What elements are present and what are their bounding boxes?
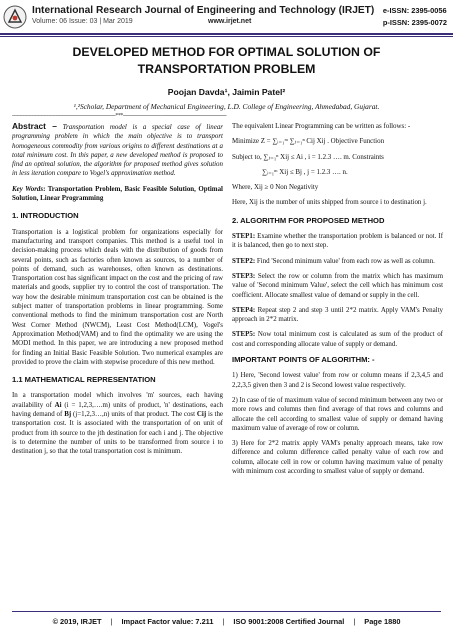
step-item	[232, 257, 443, 266]
math-text-6: th destination for each i and j. The objective is to determine the number of units to be transformed from source i to destination j, so that the total transportation cost is minimum.	[12, 428, 224, 456]
irjet-logo-icon	[3, 5, 27, 29]
step-item	[232, 330, 443, 349]
step-label: STEP2:	[232, 256, 256, 265]
footer-page: Page 1880	[364, 617, 401, 626]
steps-list	[232, 232, 443, 349]
minimize-equation: Minimize Z = ∑ᵢ₌₁ᵐ ∑ⱼ₌₁ⁿ Cij Xij . Objective Function	[232, 137, 385, 146]
footer-copyright: © 2019, IRJET	[52, 617, 102, 626]
math-heading: 1.1 MATHEMATICAL REPRESENTATION	[12, 375, 156, 385]
step-label: STEP3:	[232, 271, 256, 280]
math-ai: Ai	[54, 400, 62, 409]
step-label: STEP1:	[232, 232, 256, 241]
footer-iso: ISO 9001:2008 Certified Journal	[233, 617, 345, 626]
paper-affiliation: ¹,²Scholar, Department of Mechanical Engineering, L.D. College of Engineering, Ahmedabad, Gujarat.	[73, 102, 380, 111]
paper-title: DEVELOPED METHOD FOR OPTIMAL SOLUTION OF TRANSPORTATION PROBLEM	[72, 45, 381, 76]
step-label: STEP4:	[232, 305, 256, 314]
journal-header	[0, 0, 453, 33]
math-cij: Cij	[196, 410, 207, 419]
point-item: 2) In case of tie of maximum value of second minimum between any two or more rows and columns then find average of that rows and columns and allocate the cell according to smallest value of supply or demand having maximum value of average of row or column.	[232, 395, 443, 432]
non-negativity: Where, Xij ≥ 0 Non Negativity	[232, 183, 319, 192]
journal-volume-issue: Volume: 06 Issue: 03 | Mar 2019	[32, 18, 133, 25]
step-text: Select the row or column from the matrix which has maximum value of 'Second minimum Value', select the cell which has minimum cost coefficient. Allocate smallest value of demand or supply in the cell.	[232, 271, 443, 299]
page-footer	[0, 617, 453, 626]
abstract-label: Abstract –	[12, 121, 57, 131]
step-item	[232, 232, 443, 251]
step-text: Find 'Second minimum value' from each row as well as column.	[255, 256, 435, 265]
journal-title: International Research Journal of Engineering and Technology (IRJET)	[32, 5, 375, 16]
point-item: 3) Here for 2*2 matrix apply VAM's penalty approach means, take row difference and column difference called penalty value of each row and column, allocate cell in row or column having maximum value of penalty with minimum cost according to smallest value of supply or demand.	[232, 439, 443, 476]
separator-rule: ---------------------------------------------------------------------***---------------------------------------------------------------------	[12, 113, 227, 119]
math-text-4: is the transportation cost. It is associated with the transportation of on unit of product from i	[12, 410, 223, 437]
footer-impact: Impact Factor value: 7.211	[121, 617, 214, 626]
lp-intro: The equivalent Linear Programming can be written as follows: -	[232, 122, 411, 130]
point-item: 1) Here, 'Second lowest value' from row or column means if 2,3,4,5 and 2,2,3,5 given then 3 and 2 is Second lowest value respectively.	[232, 371, 443, 389]
paper-authors: Poojan Davda¹, Jaimin Patel²	[167, 87, 286, 97]
step-text: Now total minimum cost is calculated as sum of the product of cost and corresponding allocate value of supply or demand.	[232, 330, 443, 348]
algorithm-heading: 2. ALGORITHM FOR PROPOSED METHOD	[232, 215, 385, 225]
math-text-2: (i = 1,2,3,….m) units of product, 'n' destinations, each having demand of	[12, 400, 223, 419]
abstract	[12, 122, 223, 179]
right-column	[232, 122, 443, 482]
keywords	[12, 185, 223, 204]
intro-paragraph: Transportation is a logistical problem for organizations especially for manufacturing and transport companies. This method is a useful tool in decision-making process which deals with the distribution of goods from several points, such as factories often known as sources, to a number of points of demand, such as warehouses, often known as destinations. Transportation cost has significant impact on the cost and the pricing of raw materials and goods, supplier try to control the cost of transportation. The way how the desirable minimum transportation cost can be obtained is the subject matter of transportation problems in linear programming. Some conventional methods to find the minimum transportation cost are North West Corner Method (NWCM), Least Cost Method(LCM), Vogel's Approximation Method(VAM) and to find the optimality we are using the MODI method. In this paper, we are introducing a new proposed method for finding an Initial Basic Feasible Solution. Two numerical examples are provided to prove the claim with stepwise procedure of this new method.	[12, 227, 223, 366]
abstract-text: Transportation model is a special case of linear programming problem in which the main objective is to transport homogeneous commodity from various origins to different destinations at a total minimum cost. In this paper, a new developed method is proposed to find an optimal solution, the algorithm for proposed method gives solution in less iteration compare to Vogel's approximation method.	[12, 123, 223, 178]
keywords-label: Key Words	[12, 184, 44, 193]
issn-block	[383, 5, 447, 29]
math-text-1: In a transportation model which involves 'm' sources, each having availability of	[12, 391, 223, 409]
journal-url-link[interactable]: www.irjet.net	[208, 18, 252, 25]
step-item	[232, 306, 443, 325]
footer-separator: |	[353, 617, 356, 626]
step-text: Repeat step 2 and step 3 until 2*2 matrix. Apply VAM's Penalty approach in 2*2 matrix.	[232, 305, 443, 324]
math-text-5: th source to the j	[52, 428, 100, 437]
pissn: p-ISSN: 2395-0072	[382, 18, 447, 27]
header-rule	[0, 33, 453, 35]
header-rule-thin	[0, 36, 453, 37]
footer-separator: |	[222, 617, 225, 626]
footer-rule	[12, 611, 441, 612]
xij-definition: Here, Xij is the number of units shipped from source i to destination j.	[232, 198, 427, 207]
eissn: e-ISSN: 2395-0056	[382, 6, 447, 15]
step-text: Examine whether the transportation problem is balanced or not. If it is balanced, then go to next step.	[232, 232, 443, 250]
important-points-heading: IMPORTANT POINTS OF ALGORITHM: -	[232, 355, 375, 365]
left-column	[12, 122, 223, 463]
step-item	[232, 272, 443, 300]
footer-separator: |	[110, 617, 113, 626]
math-bj: Bj	[64, 410, 72, 419]
math-paragraph	[12, 391, 223, 456]
subject-to-equation: Subject to, ∑ⱼ₌₁ⁿ Xij ≤ Ai , i = 1.2.3 …. m. Constraints	[232, 152, 384, 161]
constraint-equation: ∑ᵢ₌₁ᵐ Xij ≤ Bj , j = 1.2.3 …. n.	[262, 167, 348, 176]
math-text-3: (j=1,2,3…,n) units of that product. The cost	[71, 410, 197, 419]
intro-heading: 1. INTRODUCTION	[12, 211, 79, 221]
step-label: STEP5:	[232, 330, 256, 339]
keywords-text: : Transportation Problem, Basic Feasible Solution, Optimal Solution, Linear Programming	[12, 184, 223, 203]
